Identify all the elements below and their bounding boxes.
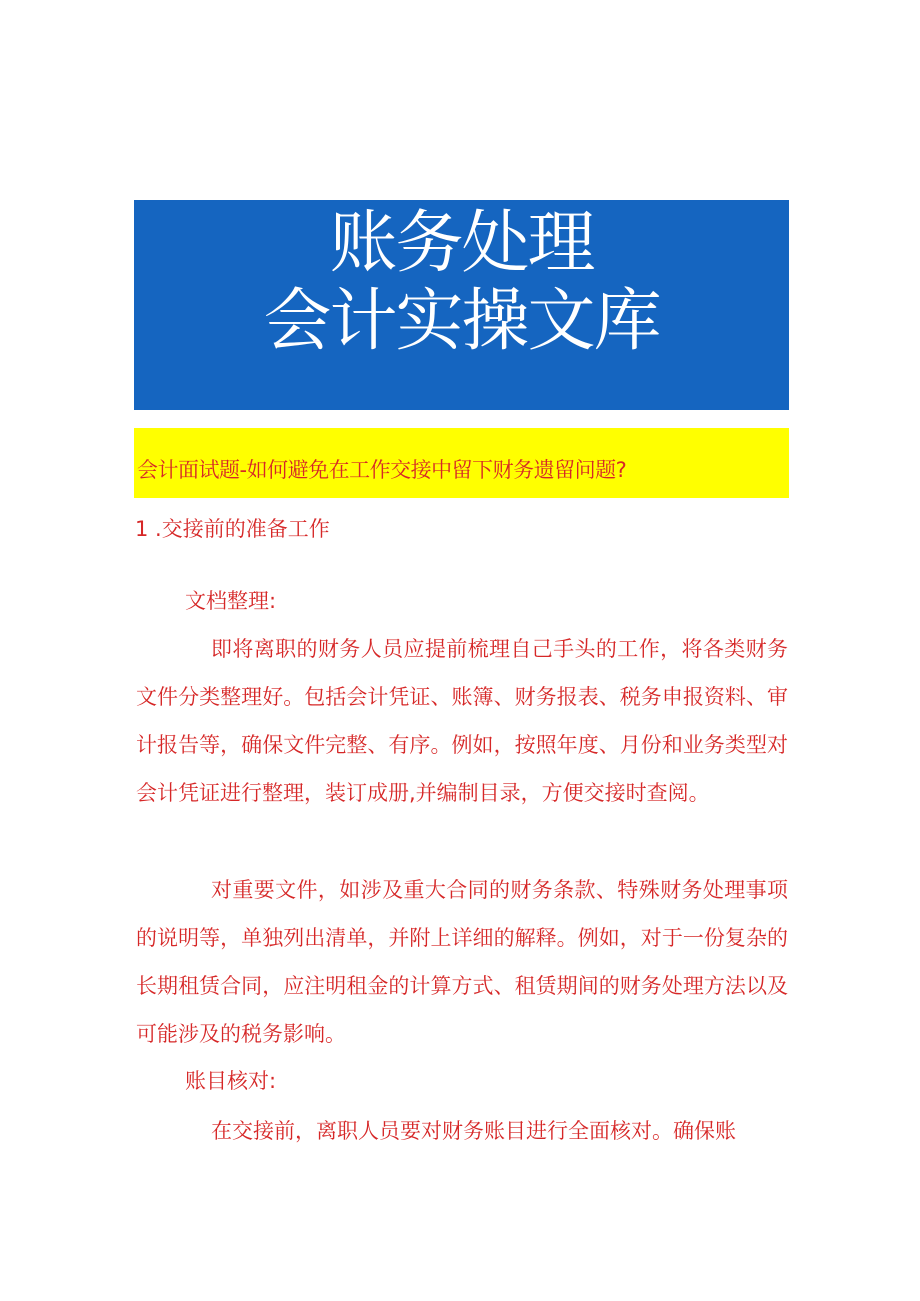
section-heading: 1 .交接前的准备工作 [135,517,330,541]
question-title: 会计面试题-如何避免在工作交接中留下财务遗留问题? [137,458,627,482]
paragraph: 即将离职的财务人员应提前梳理自己手头的工作，将各类财务文件分类整理好。包括会计凭证、账簿、财务报表、税务申报资料、审计报告等，确保文件完整、有序。例如，按照年度、月份和业务类型对会计凭证进行整理，装订成册,并编制目录，方便交接时查阅。 [136,637,788,805]
banner-title-line2: 会计实操文库 [263,282,660,361]
subsection-heading-document-organizing: 文档整理: [185,589,277,613]
banner-title-line1: 账务处理 [329,204,594,283]
title-banner [134,200,789,410]
paragraph: 对重要文件，如涉及重大合同的财务条款、特殊财务处理事项的说明等，单独列出清单，并附上详细的解释。例如，对于一份复杂的长期租赁合同，应注明租金的计算方式、租赁期间的财务处理方法以及可能涉及的税务影响。 [136,878,788,1046]
question-title-highlight [134,428,789,498]
paragraph: 在交接前，离职人员要对财务账目进行全面核对。确保账 [211,1119,736,1143]
subsection-heading-account-checking: 账目核对: [185,1069,277,1093]
